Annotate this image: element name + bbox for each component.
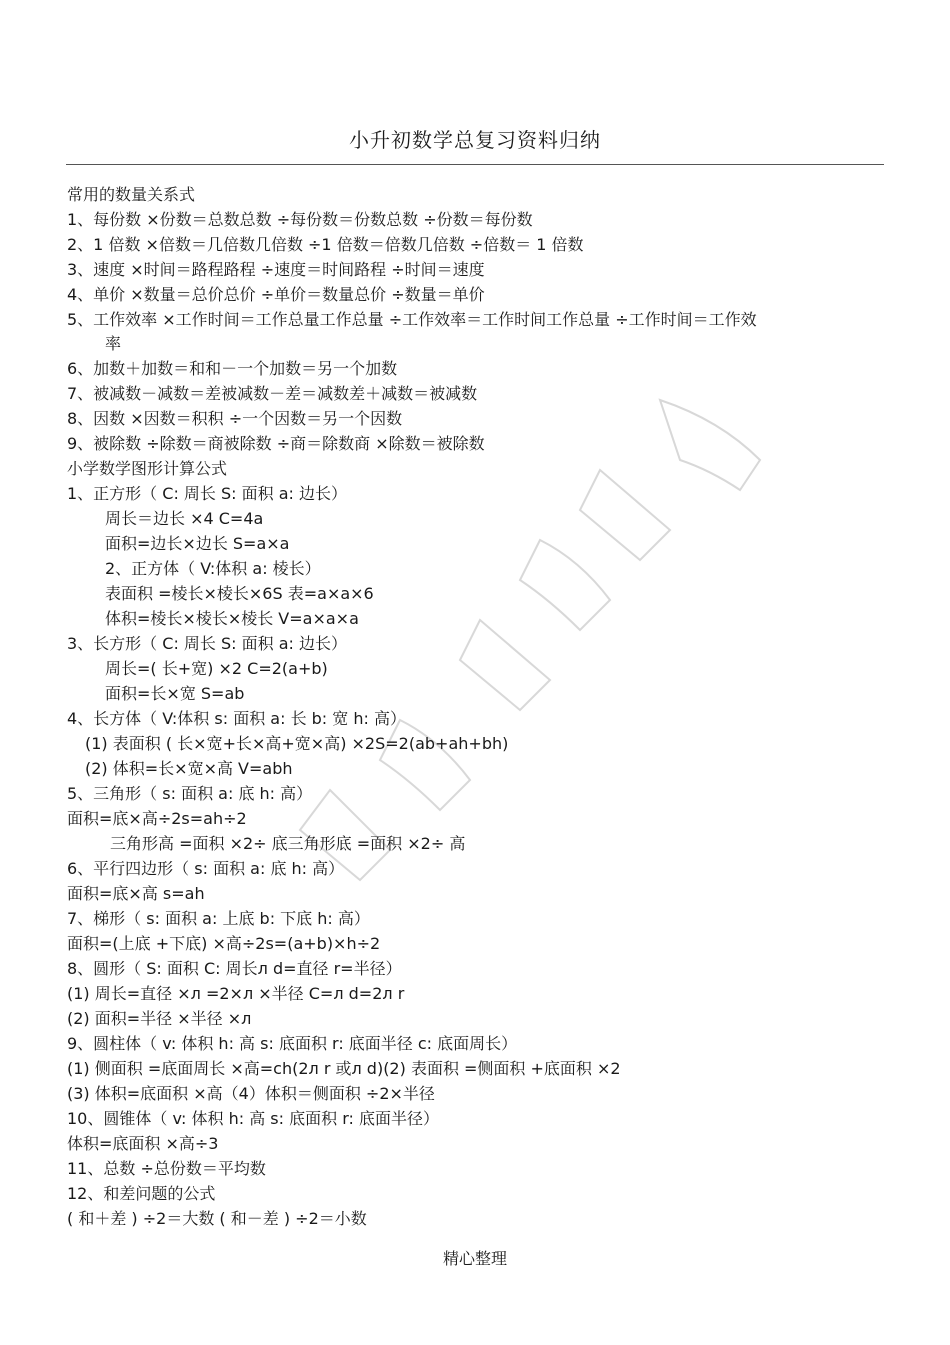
text-line: 10、圆锥体（ v: 体积 h: 高 s: 底面积 r: 底面半径） <box>67 1109 439 1128</box>
text-line: 7、梯形（ s: 面积 a: 上底 b: 下底 h: 高） <box>67 909 370 928</box>
text-line: 3、长方形（ C: 周长 S: 面积 a: 边长） <box>67 634 348 653</box>
text-line: 4、长方体（ V:体积 s: 面积 a: 长 b: 宽 h: 高） <box>67 709 406 728</box>
text-line: 5、三角形（ s: 面积 a: 底 h: 高） <box>67 784 313 803</box>
text-line: 体积=棱长×棱长×棱长 V=a×a×a <box>105 609 359 628</box>
text-line: 周长=( 长+宽) ×2 C=2(a+b) <box>105 659 328 678</box>
text-line: 面积=(上底 +下底) ×高÷2s=(a+b)×h÷2 <box>67 934 381 953</box>
text-line: 6、加数＋加数＝和和－一个加数＝另一个加数 <box>67 359 398 378</box>
text-line: 常用的数量关系式 <box>67 185 196 204</box>
text-line: 6、平行四边形（ s: 面积 a: 底 h: 高） <box>67 859 345 878</box>
text-line: 8、圆形（ S: 面积 C: 周长л d=直径 r=半径） <box>67 959 402 978</box>
text-line: 2、1 倍数 ×倍数＝几倍数几倍数 ÷1 倍数＝倍数几倍数 ÷倍数＝ 1 倍数 <box>67 235 584 254</box>
text-line: 8、因数 ×因数＝积积 ÷一个因数＝另一个因数 <box>67 409 403 428</box>
text-line: 11、总数 ÷总份数＝平均数 <box>67 1159 266 1178</box>
text-line: 面积=长×宽 S=ab <box>105 684 245 703</box>
text-line: 1、每份数 ×份数＝总数总数 ÷每份数＝份数总数 ÷份数＝每份数 <box>67 210 533 229</box>
text-line: 7、被减数－减数＝差被减数－差＝减数差＋减数＝被减数 <box>67 384 478 403</box>
text-line: 率 <box>105 334 122 353</box>
text-line: (1) 周长=直径 ×л =2×л ×半径 C=л d=2л r <box>67 984 405 1003</box>
text-line: 4、单价 ×数量＝总价总价 ÷单价＝数量总价 ÷数量＝单价 <box>67 285 485 304</box>
text-line: 表面积 =棱长×棱长×6S 表=a×a×6 <box>105 584 374 603</box>
text-line: 2、正方体（ V:体积 a: 棱长） <box>105 559 321 578</box>
text-line: 9、圆柱体（ v: 体积 h: 高 s: 底面积 r: 底面半径 c: 底面周长） <box>67 1034 518 1053</box>
text-line: (1) 表面积 ( 长×宽+长×高+宽×高) ×2S=2(ab+ah+bh) <box>85 734 509 753</box>
text-line: 面积=底×高 s=ah <box>67 884 205 903</box>
text-line: 5、工作效率 ×工作时间＝工作总量工作总量 ÷工作效率＝工作时间工作总量 ÷工作时间＝工作效 <box>67 310 757 329</box>
text-line: 3、速度 ×时间＝路程路程 ÷速度＝时间路程 ÷时间＝速度 <box>67 260 485 279</box>
text-line: 周长＝边长 ×4 C=4a <box>105 509 264 528</box>
text-line: 体积=底面积 ×高÷3 <box>67 1134 219 1153</box>
text-line: 面积=边长×边长 S=a×a <box>105 534 290 553</box>
text-line: (3) 体积=底面积 ×高（4）体积＝侧面积 ÷2×半径 <box>67 1084 435 1103</box>
footer-note: 精心整理 <box>442 1249 507 1268</box>
text-line: 9、被除数 ÷除数＝商被除数 ÷商＝除数商 ×除数＝被除数 <box>67 434 485 453</box>
text-line: (2) 面积=半径 ×半径 ×л <box>67 1009 252 1028</box>
text-line: 12、和差问题的公式 <box>67 1184 216 1203</box>
text-line: (1) 侧面积 =底面周长 ×高=ch(2л r 或л d)(2) 表面积 =侧面积 +底面积 ×2 <box>67 1059 621 1078</box>
text-line: 面积=底×高÷2s=ah÷2 <box>67 809 247 828</box>
text-line: ( 和＋差 ) ÷2＝大数 ( 和－差 ) ÷2＝小数 <box>67 1209 367 1228</box>
title-divider <box>66 164 884 165</box>
text-line: 1、正方形（ C: 周长 S: 面积 a: 边长） <box>67 484 348 503</box>
text-line: 三角形高 =面积 ×2÷ 底三角形底 =面积 ×2÷ 高 <box>110 834 466 853</box>
text-line: 小学数学图形计算公式 <box>67 459 228 478</box>
page-title: 小升初数学总复习资料归纳 <box>349 128 601 152</box>
text-line: (2) 体积=长×宽×高 V=abh <box>85 759 293 778</box>
